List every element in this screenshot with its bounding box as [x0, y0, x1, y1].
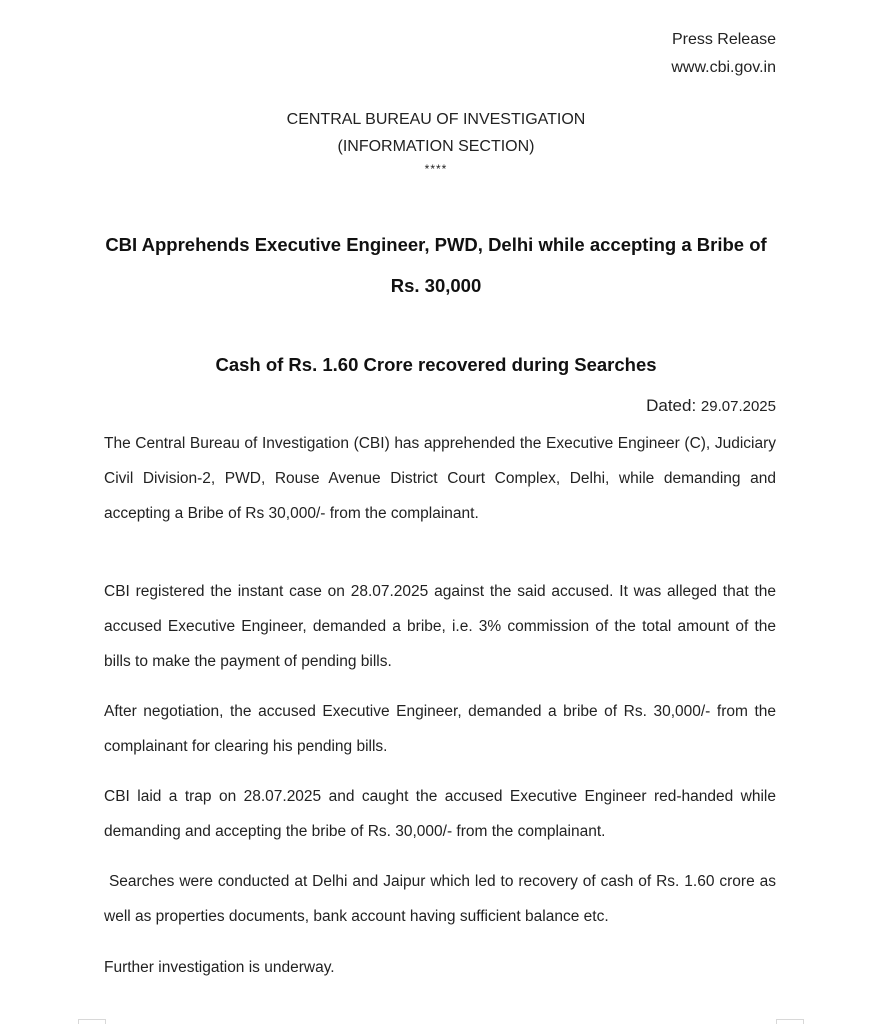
date-line: [646, 391, 776, 422]
body-paragraph: The Central Bureau of Investigation (CBI) has apprehended the Executive Engineer (C), Judiciary Civil Division-2, PWD, Rouse Avenue District Court Complex, Delhi, while demanding and accepting a Bribe of Rs 30,000/- from the complainant.: [104, 435, 776, 522]
page-corner-mark-left: [78, 1019, 106, 1024]
body-paragraph: After negotiation, the accused Executive Engineer, demanded a bribe of Rs. 30,000/- from the complainant for clearing his pending bills.: [104, 703, 776, 755]
press-release-label: Press Release: [671, 31, 776, 48]
website-url: www.cbi.gov.in: [671, 59, 776, 76]
body-paragraph: Searches were conducted at Delhi and Jaipur which led to recovery of cash of Rs. 1.60 crore as well as properties documents, bank account having sufficient balance etc.: [104, 873, 781, 925]
body-paragraph: CBI laid a trap on 28.07.2025 and caught the accused Executive Engineer red-handed while demanding and accepting the bribe of Rs. 30,000/- from the complainant.: [104, 788, 776, 840]
organization-name: CENTRAL BUREAU OF INVESTIGATION: [286, 111, 586, 128]
organization-block: [0, 106, 872, 178]
dated-value: 29.07.2025: [700, 398, 776, 415]
headline-line-1: CBI Apprehends Executive Engineer, PWD, Delhi while accepting a Bribe of: [105, 234, 767, 255]
page-corner-mark-right: [776, 1019, 804, 1024]
subheadline: Cash of Rs. 1.60 Crore recovered during Searches: [215, 354, 657, 375]
separator-stars: ****: [424, 162, 448, 176]
organization-section: (INFORMATION SECTION): [337, 138, 535, 155]
headline: [96, 224, 776, 306]
body-paragraph: Further investigation is underway.: [104, 959, 335, 976]
header-block: [671, 26, 776, 82]
headline-line-2: Rs. 30,000: [390, 275, 482, 296]
body-paragraph: CBI registered the instant case on 28.07.2025 against the said accused. It was alleged that the accused Executive Engineer, demanded a bribe, i.e. 3% commission of the total amount of the bills to make the payment of pending bills.: [104, 583, 776, 670]
dated-label: Dated:: [646, 396, 697, 415]
